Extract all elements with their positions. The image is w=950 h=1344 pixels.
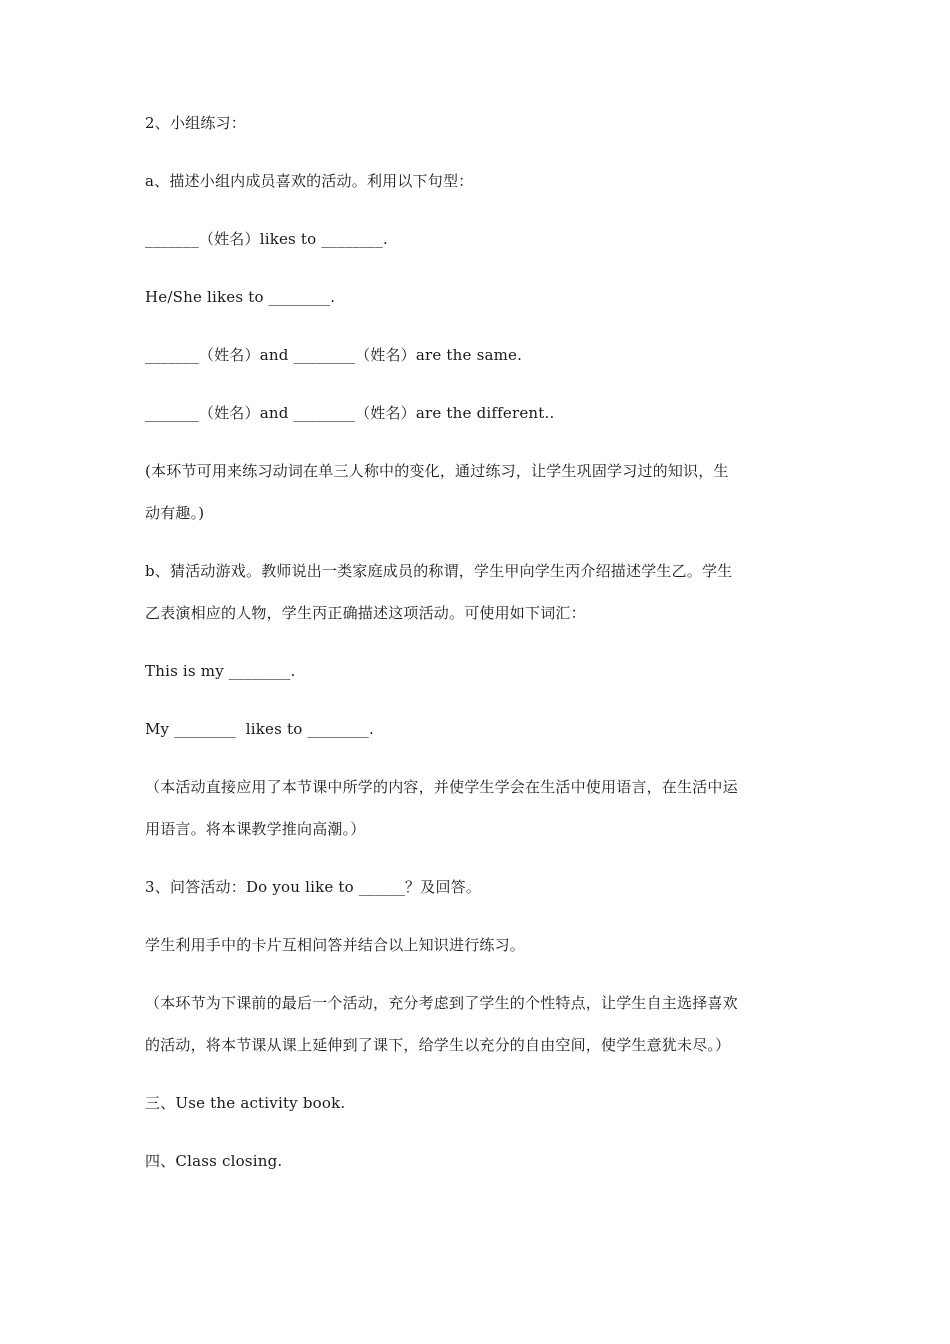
note-3-line-1: （本环节为下课前的最后一个活动，充分考虑到了学生的个性特点，让学生自主选择喜欢 (145, 994, 738, 1012)
section-3-instruction: 学生利用手中的卡片互相问答并结合以上知识进行练习。 (145, 936, 526, 954)
note-1-line-1: (本环节可用来练习动词在单三人称中的变化，通过练习，让学生巩固学习过的知识，生 (145, 462, 729, 480)
section-three-heading: 三、Use the activity book. (145, 1094, 346, 1112)
section-3-heading: 3、问答活动：Do you like to ______？及回答。 (145, 878, 482, 896)
note-2-line-2: 用语言。将本课教学推向高潮。） (145, 820, 366, 838)
vocab-pattern-2: My ________ likes to ________. (145, 720, 374, 738)
note-3-line-2: 的活动，将本节课从课上延伸到了课下，给学生以充分的自由空间，使学生意犹未尽。） (145, 1036, 731, 1054)
activity-a-instruction: a、描述小组内成员喜欢的活动。利用以下句型： (145, 172, 474, 190)
activity-b-line-2: 乙表演相应的人物，学生丙正确描述这项活动。可使用如下词汇： (145, 604, 586, 622)
sentence-pattern-2: He/She likes to ________. (145, 288, 336, 306)
sentence-pattern-1: _______（姓名）likes to ________. (145, 230, 388, 248)
note-2-line-1: （本活动直接应用了本节课中所学的内容，并使学生学会在生活中使用语言，在生活中运 (145, 778, 738, 796)
section-four-heading: 四、Class closing. (145, 1152, 283, 1170)
note-1-line-2: 动有趣。) (145, 504, 205, 522)
section-2-heading: 2、小组练习： (145, 114, 246, 132)
sentence-pattern-3: _______（姓名）and ________（姓名）are the same. (145, 346, 523, 364)
vocab-pattern-1: This is my ________. (145, 662, 296, 680)
activity-b-line-1: b、猜活动游戏。教师说出一类家庭成员的称谓，学生甲向学生丙介绍描述学生乙。学生 (145, 562, 733, 580)
sentence-pattern-4: _______（姓名）and ________（姓名）are the different.. (145, 404, 555, 422)
